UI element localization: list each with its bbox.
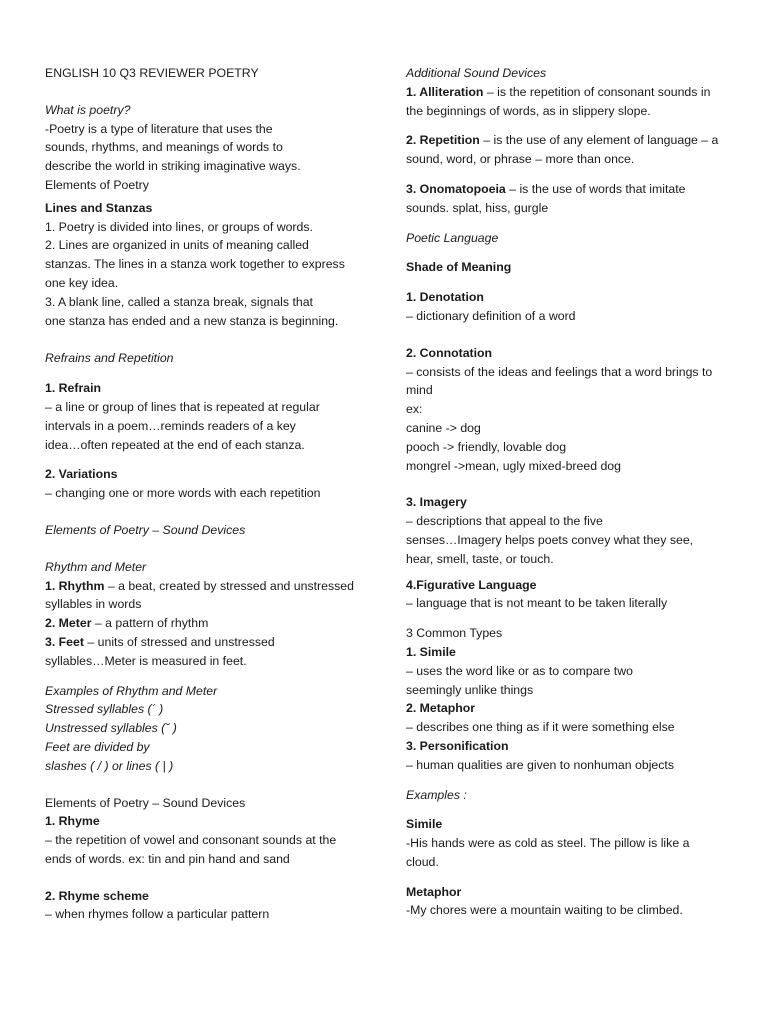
text-line: – changing one or more words with each repetition [45,486,321,501]
left-column [45,64,365,924]
text-line: intervals in a poem…reminds readers of a key [45,418,296,433]
text-line: sound, word, or phrase – more than once. [406,152,635,167]
text-line: ends of words. ex: tin and pin hand and sand [45,851,290,866]
examples-heading: Examples : [406,787,467,802]
text-line: – descriptions that appeal to the five [406,514,603,529]
simile-heading: 1. Simile [406,644,456,659]
text-line: Unstressed syllables (˘ ) [45,721,177,736]
sound-devices-heading: Elements of Poetry – Sound Devices [45,522,246,537]
text-line: one key idea. [45,275,119,290]
text-line: – language that is not meant to be taken literally [406,596,668,611]
text-line: idea…often repeated at the end of each stanza. [45,437,305,452]
text-line: describe the world in striking imaginative ways. [45,159,301,174]
example-simile-heading: Simile [406,817,443,832]
text-line: one stanza has ended and a new stanza is beginning. [45,313,339,328]
rhythm-term: 1. Rhythm [45,578,105,593]
text-line: seemingly unlike things [406,682,534,697]
text-line: – consists of the ideas and feelings that a word brings to [406,364,713,379]
text-line: -Poetry is a type of literature that uses the [45,121,273,136]
document-title: ENGLISH 10 Q3 REVIEWER POETRY [45,66,259,80]
what-is-poetry-heading: What is poetry? [45,102,131,117]
text-line: mongrel ->mean, ugly mixed-breed dog [406,458,621,473]
denotation-heading: 1. Denotation [406,290,484,305]
meter-def: – a pattern of rhythm [91,616,209,631]
text-line: the beginnings of words, as in slippery slope. [406,103,651,118]
examples-rhythm-heading: Examples of Rhythm and Meter [45,683,218,698]
alliteration-def: – is the repetition of consonant sounds in [483,84,711,99]
rhythm-def: – a beat, created by stressed and unstressed [104,578,354,593]
connotation-heading: 2. Connotation [406,345,493,360]
variations-heading: 2. Variations [45,467,118,482]
meter-term: 2. Meter [45,616,92,631]
metaphor-heading: 2. Metaphor [406,701,476,716]
text-line: – describes one thing as if it were something else [406,720,675,735]
example-metaphor-heading: Metaphor [406,884,462,899]
personification-heading: 3. Personification [406,738,509,753]
text-line: 1. Poetry is divided into lines, or groups of words. [45,219,313,234]
text-line: slashes ( / ) or lines ( | ) [45,758,174,773]
text-line: Elements of Poetry [45,177,149,192]
repetition-term: 2. Repetition [406,133,480,148]
rhythm-meter-heading: Rhythm and Meter [45,559,147,574]
text-line: 3. A blank line, called a stanza break, signals that [45,294,313,309]
common-types-heading: 3 Common Types [406,626,503,641]
text-line: -My chores were a mountain waiting to be climbed. [406,903,683,918]
text-line: – a line or group of lines that is repeated at regular [45,399,320,414]
lines-and-stanzas-heading: Lines and Stanzas [45,200,153,215]
alliteration-term: 1. Alliteration [406,84,484,99]
text-line: ex: [406,402,423,417]
text-line: – human qualities are given to nonhuman objects [406,757,674,772]
additional-sound-devices-heading: Additional Sound Devices [406,66,547,80]
text-line: pooch -> friendly, lovable dog [406,439,567,454]
text-line: hear, smell, taste, or touch. [406,551,554,566]
text-line: stanzas. The lines in a stanza work together to express [45,257,345,272]
rhyme-scheme-heading: 2. Rhyme scheme [45,888,149,903]
poetic-language-heading: Poetic Language [406,230,499,245]
text-line: syllables in words [45,597,142,612]
text-line: Stressed syllables (´ ) [45,702,164,717]
onomatopoeia-def: – is the use of words that imitate [505,181,686,196]
text-line: – when rhymes follow a particular pattern [45,907,270,922]
text-line: – the repetition of vowel and consonant sounds at the [45,833,337,848]
text-line: – dictionary definition of a word [406,308,576,323]
repetition-def: – is the use of any element of language – a [479,133,719,148]
text-line: senses…Imagery helps poets convey what they see, [406,532,694,547]
text-line: Feet are divided by [45,739,150,754]
refrains-heading: Refrains and Repetition [45,351,174,366]
feet-term: 3. Feet [45,634,84,649]
rhyme-heading: 1. Rhyme [45,814,100,829]
text-line: mind [406,383,433,398]
text-line: syllables…Meter is measured in feet. [45,653,247,668]
right-column [406,64,728,920]
shade-of-meaning-heading: Shade of Meaning [406,260,512,275]
text-line: cloud. [406,854,439,869]
imagery-heading: 3. Imagery [406,495,467,510]
sound-devices-heading-2: Elements of Poetry – Sound Devices [45,795,246,810]
text-line: sounds. splat, hiss, gurgle [406,200,549,215]
onomatopoeia-term: 3. Onomatopoeia [406,181,506,196]
text-line: – uses the word like or as to compare two [406,663,633,678]
text-line: sounds, rhythms, and meanings of words to [45,140,283,155]
refrain-heading: 1. Refrain [45,381,102,396]
text-line: canine -> dog [406,420,481,435]
feet-def: – units of stressed and unstressed [83,634,275,649]
text-line: 2. Lines are organized in units of meaning called [45,238,309,253]
text-line: -His hands were as cold as steel. The pillow is like a [406,836,690,851]
figurative-language-heading: 4.Figurative Language [406,577,537,592]
